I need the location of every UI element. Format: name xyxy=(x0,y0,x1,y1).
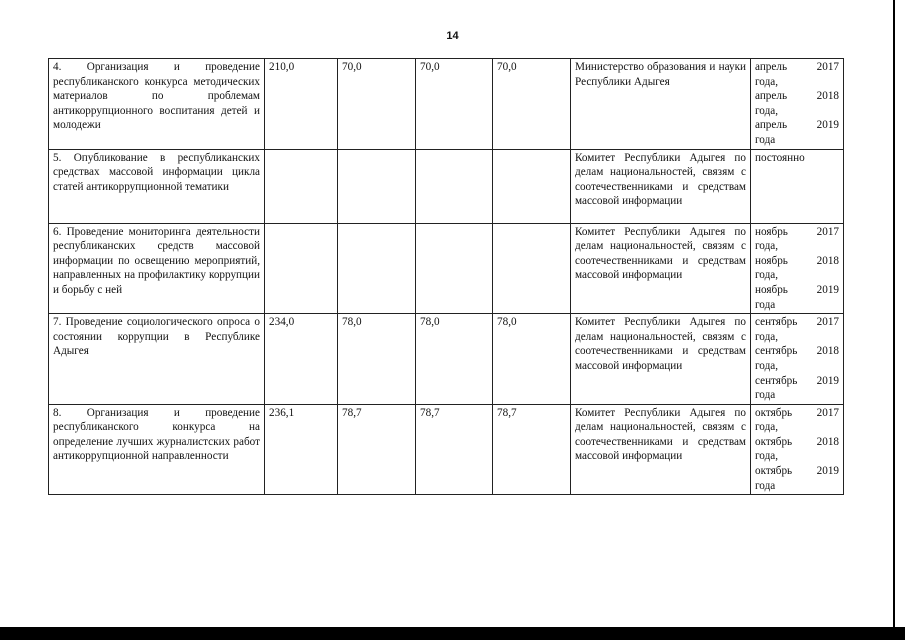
term-year: 2018 xyxy=(816,90,839,103)
table-row xyxy=(49,314,844,405)
term xyxy=(751,404,844,495)
measures-table xyxy=(48,58,844,495)
table-row xyxy=(49,223,844,314)
term-line xyxy=(755,283,839,298)
term-month: ноябрь xyxy=(755,254,788,267)
term-line xyxy=(755,89,839,104)
amount-total xyxy=(265,223,338,314)
term-month: ноябрь xyxy=(755,225,788,238)
term-month: ноябрь xyxy=(755,283,788,296)
amount-2017: 70,0 xyxy=(338,59,416,150)
term-year: 2018 xyxy=(816,254,839,267)
term-line xyxy=(755,315,839,330)
amount-2019 xyxy=(493,223,571,314)
executor: Комитет Республики Адыгея по делам национальностей, связям с соотечественниками и средствам массовой информации xyxy=(571,149,751,223)
term-suffix: года, xyxy=(755,330,779,343)
amount-2017: 78,7 xyxy=(338,404,416,495)
term-suffix: года, xyxy=(755,359,779,372)
amount-2018: 78,0 xyxy=(416,314,493,405)
amount-2018 xyxy=(416,149,493,223)
term-line xyxy=(755,464,839,479)
term-year: 2017 xyxy=(816,406,839,419)
table-row xyxy=(49,149,844,223)
executor: Комитет Республики Адыгея по делам национальностей, связям с соотечественниками и средствам массовой информации xyxy=(571,404,751,495)
executor: Комитет Республики Адыгея по делам национальностей, связям с соотечественниками и средствам массовой информации xyxy=(571,223,751,314)
page-number: 14 xyxy=(446,30,459,42)
term-suffix: года, xyxy=(755,421,779,434)
scan-bottom-bar xyxy=(0,627,905,640)
term-year: 2019 xyxy=(816,374,839,387)
term-month: октябрь xyxy=(755,465,793,478)
term-line xyxy=(755,435,839,450)
measure-description: 4. Организация и проведение республиканского конкурса методических материалов по проблемам антикоррупционного воспитания детей и молодежи xyxy=(49,59,265,150)
term-suffix: года, xyxy=(755,240,779,253)
term-suffix: года, xyxy=(755,269,779,282)
term-suffix: года, xyxy=(755,450,779,463)
term xyxy=(751,314,844,405)
term-text: постоянно xyxy=(755,151,805,164)
term-line xyxy=(755,60,839,75)
amount-total: 236,1 xyxy=(265,404,338,495)
amount-total: 234,0 xyxy=(265,314,338,405)
term-suffix: года xyxy=(755,389,776,402)
term xyxy=(751,149,844,223)
term-month: сентябрь xyxy=(755,316,798,329)
executor: Комитет Республики Адыгея по делам национальностей, связям с соотечественниками и средствам массовой информации xyxy=(571,314,751,405)
term-suffix: года xyxy=(755,479,776,492)
term xyxy=(751,223,844,314)
term-month: апрель xyxy=(755,61,788,73)
measure-description: 8. Организация и проведение республиканского конкурса на определение лучших журналистских работ антикоррупционной направленности xyxy=(49,404,265,495)
term-line xyxy=(755,374,839,389)
amount-total xyxy=(265,149,338,223)
term-year: 2018 xyxy=(816,345,839,358)
term-line xyxy=(755,225,839,240)
term-line xyxy=(755,344,839,359)
term-suffix: года xyxy=(755,298,776,311)
executor: Министерство образования и науки Республики Адыгея xyxy=(571,59,751,150)
term-month: сентябрь xyxy=(755,374,798,387)
term-year: 2017 xyxy=(816,316,839,329)
term-month: сентябрь xyxy=(755,345,798,358)
term xyxy=(751,59,844,150)
term-month: апрель xyxy=(755,90,788,103)
term-month: октябрь xyxy=(755,406,793,419)
amount-2017 xyxy=(338,149,416,223)
term-line xyxy=(755,406,839,421)
term-suffix: года xyxy=(755,133,776,146)
term-year: 2017 xyxy=(816,225,839,238)
term-suffix: года, xyxy=(755,75,779,88)
amount-2017: 78,0 xyxy=(338,314,416,405)
term-suffix: года, xyxy=(755,104,779,117)
term-year: 2019 xyxy=(816,119,839,132)
term-line xyxy=(755,118,839,133)
amount-2017 xyxy=(338,223,416,314)
table-row xyxy=(49,59,844,150)
amount-total: 210,0 xyxy=(265,59,338,150)
measure-description: 5. Опубликование в республиканских средствах массовой информации цикла статей антикоррупционной тематики xyxy=(49,149,265,223)
scan-edge-line xyxy=(893,0,895,627)
term-year: 2018 xyxy=(816,435,839,448)
term-month: октябрь xyxy=(755,435,793,448)
amount-2019 xyxy=(493,149,571,223)
amount-2019: 70,0 xyxy=(493,59,571,150)
measure-description: 6. Проведение мониторинга деятельности республиканских средств массовой информации по освещению мероприятий, направленных на профилактику коррупции и борьбу с ней xyxy=(49,223,265,314)
term-year: 2019 xyxy=(816,283,839,296)
measure-description: 7. Проведение социологического опроса о состоянии коррупции в Республике Адыгея xyxy=(49,314,265,405)
term-line xyxy=(755,254,839,269)
amount-2019: 78,0 xyxy=(493,314,571,405)
amount-2018: 78,7 xyxy=(416,404,493,495)
amount-2019: 78,7 xyxy=(493,404,571,495)
amount-2018 xyxy=(416,223,493,314)
table-row xyxy=(49,404,844,495)
amount-2018: 70,0 xyxy=(416,59,493,150)
term-year: 2019 xyxy=(816,465,839,478)
term-month: апрель xyxy=(755,119,788,132)
term-year: 2017 xyxy=(816,61,839,73)
